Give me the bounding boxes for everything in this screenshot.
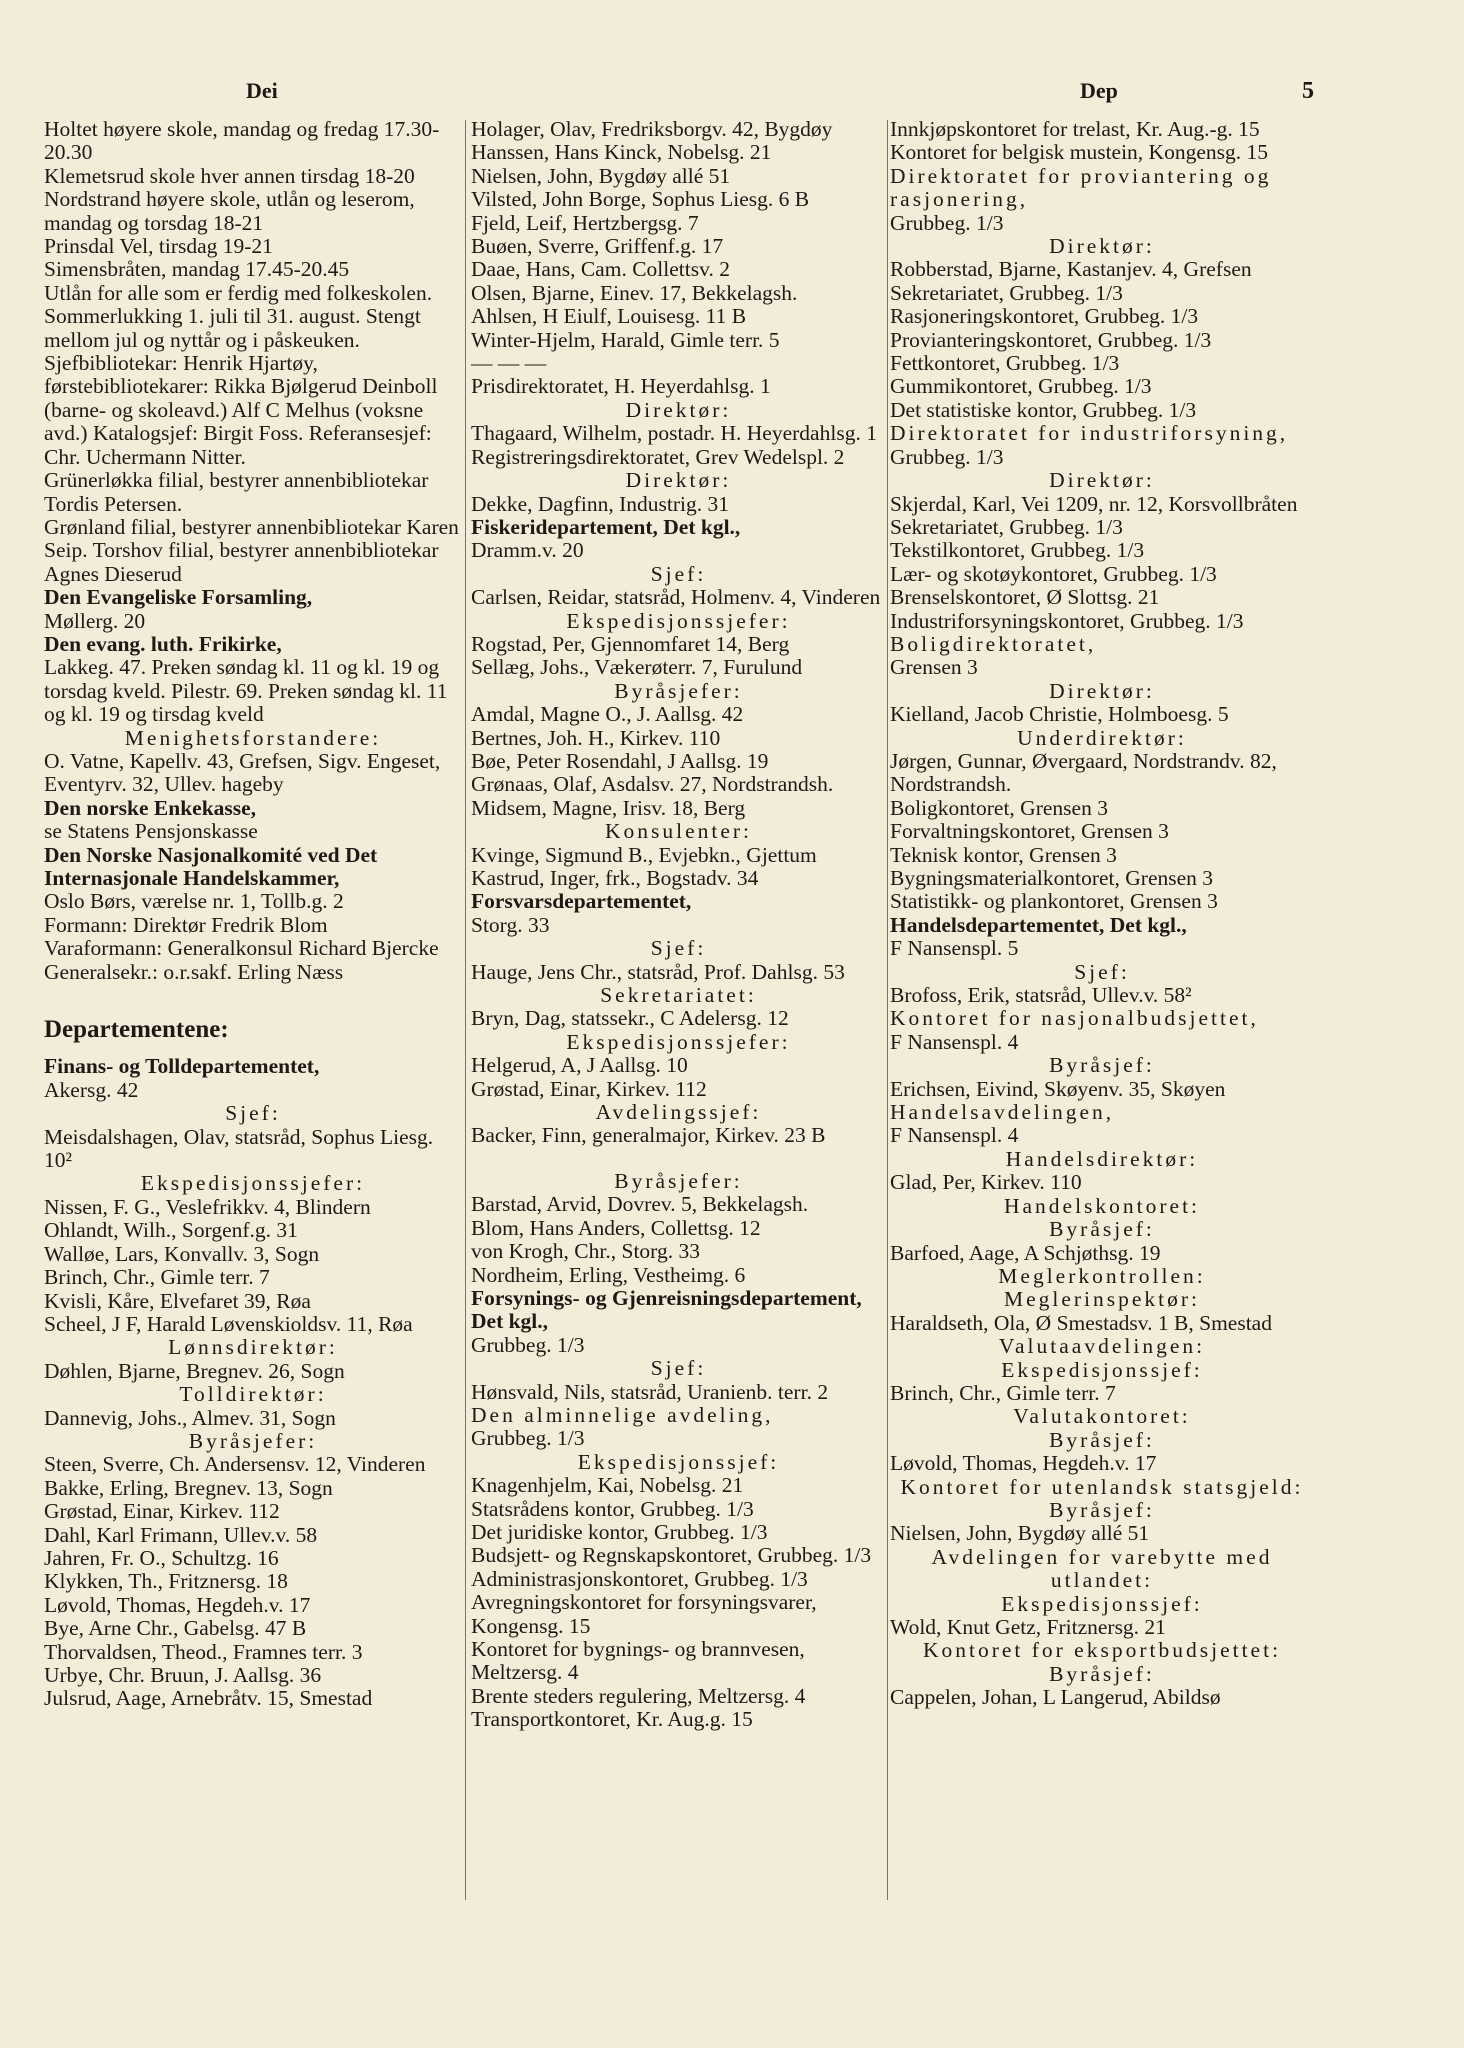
entry-line: Lakkeg. 47. Preken søndag kl. 11 og kl. 19 og torsdag kveld. Pilestr. 69. Preken søndag kl. 11 og kl. 19 og tirsdag kveld [44, 655, 448, 727]
entry-line: Administrasjonskontoret, Grubbeg. 1/3 [471, 1566, 808, 1591]
role-heading: Direktør: [1049, 234, 1155, 259]
entry-line: Industriforsyningskontoret, Grubbeg. 1/3 [890, 608, 1244, 633]
role-heading: Valutakontoret: [1013, 1404, 1191, 1429]
running-header-center: Dep [1080, 78, 1118, 103]
entry-line: Brenselskontoret, Ø Slottsg. 21 [890, 585, 1160, 610]
entry-line: Oslo Børs, værelse nr. 1, Tollb.g. 2 [44, 889, 344, 914]
entry-line: Nielsen, John, Bygdøy allé 51 [471, 163, 731, 188]
entry-line: Nordheim, Erling, Vestheimg. 6 [471, 1262, 746, 1287]
entry-line: Bye, Arne Chr., Gabelsg. 47 B [44, 1616, 307, 1641]
entry-line: Grünerløkka filial, bestyrer annenbibliotekar Tordis Petersen. [44, 468, 429, 516]
entry-line: Hanssen, Hans Kinck, Nobelsg. 21 [471, 140, 772, 165]
role-heading: Tolldirektør: [179, 1382, 327, 1407]
entry-line: Dekke, Dagfinn, Industrig. 31 [471, 491, 729, 516]
entry-line: Kontoret for belgisk mustein, Kongensg. 15 [890, 140, 1268, 165]
entry-line: Det statistiske kontor, Grubbeg. 1/3 [890, 397, 1197, 422]
entry-line: Ohlandt, Wilh., Sorgenf.g. 31 [44, 1218, 298, 1243]
entry-line: Vilsted, John Borge, Sophus Liesg. 6 B [471, 187, 810, 212]
entry-line: F Nansenspl. 4 [890, 1029, 1019, 1054]
role-heading: Sekretariatet: [600, 983, 757, 1008]
entry-line: Nielsen, John, Bygdøy allé 51 [890, 1521, 1150, 1546]
role-heading: Byråsjefer: [614, 1168, 743, 1193]
entry-line: Innkjøpskontoret for trelast, Kr. Aug.-g. 15 [890, 117, 1260, 141]
entry-line: Walløe, Lars, Konvallv. 3, Sogn [44, 1241, 320, 1266]
entry-line: Kontoret for nasjonalbudsjettet, [890, 1006, 1259, 1031]
entry-line: Sekretariatet, Grubbeg. 1/3 [890, 280, 1123, 305]
entry-line: Møllerg. 20 [44, 608, 146, 633]
role-heading: Byråsjef: [1049, 1497, 1155, 1522]
role-heading: Avdelingssjef: [595, 1100, 762, 1125]
text-column-2 [471, 118, 886, 1732]
entry-line: Rasjoneringskontoret, Grubbeg. 1/3 [890, 304, 1199, 329]
entry-title: Forsynings- og Gjenreisningsdepartement, Det kgl., [471, 1285, 862, 1334]
entry-line: Sjefbibliotekar: Henrik Hjartøy, førstebibliotekarer: Rikka Bjølgerud Deinboll (barne- og skoleavd.) Alf C Melhus (voksne avd.) Katalogsjef: Birgit Foss. Referansesjef: Chr. Uchermann Nitter. [44, 351, 438, 469]
entry-line: Backer, Finn, generalmajor, Kirkev. 23 B [471, 1123, 826, 1148]
role-heading: Kontoret for eksportbudsjettet: [922, 1638, 1282, 1663]
role-heading: Direktør: [1049, 468, 1155, 493]
entry-line: Meisdalshagen, Olav, statsråd, Sophus Liesg. 10² [44, 1124, 434, 1173]
role-heading: Menighetsforstandere: [124, 725, 382, 750]
entry-line: Teknisk kontor, Grensen 3 [890, 842, 1117, 867]
entry-line: Brinch, Chr., Gimle terr. 7 [44, 1265, 270, 1290]
entry-line: Olsen, Bjarne, Einev. 17, Bekkelagsh. [471, 280, 798, 305]
role-heading: Byråsjefer: [188, 1428, 318, 1453]
page-number: 5 [1302, 78, 1314, 104]
entry-line: Prinsdal Vel, tirsdag 19-21 [44, 234, 273, 259]
role-heading: Ekspedisjonssjefer: [566, 1029, 791, 1054]
role-heading: Ekspedisjonssjefer: [566, 608, 791, 633]
entry-line: Budsjett- og Regnskapskontoret, Grubbeg. 1/3 [471, 1543, 872, 1568]
entry-line: Bakke, Erling, Bregnev. 13, Sogn [44, 1475, 333, 1500]
entry-line: Barstad, Arvid, Dovrev. 5, Bekkelagsh. [471, 1192, 809, 1217]
entry-line: Grøstad, Einar, Kirkev. 112 [471, 1076, 707, 1101]
entry-line: Døhlen, Bjarne, Bregnev. 26, Sogn [44, 1358, 345, 1383]
entry-line: Erichsen, Eivind, Skøyenv. 35, Skøyen [890, 1076, 1226, 1101]
role-heading: Meglerinspektør: [1003, 1287, 1201, 1312]
role-heading: Valutaavdelingen: [998, 1334, 1206, 1359]
column-rule-2 [887, 120, 888, 1900]
entry-line: Brofoss, Erik, statsråd, Ullev.v. 58² [890, 983, 1192, 1008]
entry-line: Statistikk- og plankontoret, Grensen 3 [890, 889, 1218, 914]
entry-line: Handelsavdelingen, [890, 1100, 1115, 1125]
entry-line: Jahren, Fr. O., Schultzg. 16 [44, 1545, 279, 1570]
entry-line: Urbye, Chr. Bruun, J. Aallsg. 36 [44, 1663, 322, 1687]
entry-line: Grubbeg. 1/3 [890, 444, 1004, 469]
role-heading: Underdirektør: [1017, 725, 1187, 750]
entry-line: Dannevig, Johs., Almev. 31, Sogn [44, 1405, 336, 1430]
entry-line: Lær- og skotøykontoret, Grubbeg. 1/3 [890, 561, 1217, 586]
entry-line: Steen, Sverre, Ch. Andersensv. 12, Vinderen [44, 1452, 426, 1477]
entry-line: Dramm.v. 20 [471, 538, 584, 563]
role-heading: Direktør: [625, 397, 732, 422]
role-heading: Ekspedisjonssjef: [1001, 1357, 1203, 1382]
role-heading: Byråsjef: [1049, 1217, 1155, 1242]
entry-line: Kvisli, Kåre, Elvefaret 39, Røa [44, 1288, 311, 1313]
entry-line: Thorvaldsen, Theod., Framnes terr. 3 [44, 1639, 363, 1664]
entry-line: Knagenhjelm, Kai, Nobelsg. 21 [471, 1473, 744, 1498]
entry-line: Akersg. 42 [44, 1077, 139, 1102]
entry-line: Grøstad, Einar, Kirkev. 112 [44, 1499, 280, 1524]
entry-line: Boligdirektoratet, [890, 631, 1097, 656]
entry-line: Storg. 33 [471, 912, 550, 937]
role-heading: Ekspedisjonssjef: [577, 1449, 780, 1474]
entry-line: O. Vatne, Kapellv. 43, Grefsen, Sigv. Engeset, Eventyrv. 32, Ullev. hageby [44, 748, 441, 797]
entry-line: Løvold, Thomas, Hegdeh.v. 17 [890, 1451, 1157, 1476]
entry-line: Grubbeg. 1/3 [471, 1426, 585, 1451]
entry-line: Holager, Olav, Fredriksborgv. 42, Bygdøy [471, 117, 833, 141]
role-heading: Direktør: [625, 468, 732, 493]
entry-line: Bryn, Dag, statssekr., C Adelersg. 12 [471, 1006, 789, 1031]
entry-line: — — — [471, 351, 547, 376]
entry-line: Klemetsrud skole hver annen tirsdag 18-20 [44, 163, 415, 188]
entry-line: Daae, Hans, Cam. Collettsv. 2 [471, 257, 730, 282]
role-heading: Direktør: [1049, 678, 1155, 703]
entry-line: Carlsen, Reidar, statsråd, Holmenv. 4, Vinderen [471, 585, 881, 610]
role-heading: Handelsdirektør: [1005, 1146, 1199, 1171]
entry-line: Kielland, Jacob Christie, Holmboesg. 5 [890, 702, 1229, 727]
entry-line: Tekstilkontoret, Grubbeg. 1/3 [890, 538, 1145, 563]
entry-line: Nordstrand høyere skole, utlån og leserom, mandag og torsdag 18-21 [44, 187, 415, 235]
entry-title: Handelsdepartementet, Det kgl., [890, 912, 1187, 937]
entry-title: Den evang. luth. Frikirke, [44, 631, 282, 656]
entry-line: Amdal, Magne O., J. Aallsg. 42 [471, 702, 744, 727]
entry-line: Kastrud, Inger, frk., Bogstadv. 34 [471, 866, 759, 890]
entry-line: Barfoed, Aage, A Schjøthsg. 19 [890, 1240, 1161, 1265]
entry-line: Kontoret for bygnings- og brannvesen, Meltzersg. 4 [471, 1637, 805, 1685]
entry-line: Avregningskontoret for forsyningsvarer, Kongensg. 15 [471, 1590, 817, 1638]
entry-line: Registreringsdirektoratet, Grev Wedelspl. 2 [471, 444, 845, 469]
entry-line: Fjeld, Leif, Hertzbergsg. 7 [471, 210, 699, 235]
entry-line: Provianteringskontoret, Grubbeg. 1/3 [890, 327, 1212, 352]
entry-line: Hønsvald, Nils, statsråd, Uranienb. terr. 2 [471, 1379, 829, 1404]
entry-line: F Nansenspl. 5 [890, 936, 1019, 961]
entry-line: Blom, Hans Anders, Collettsg. 12 [471, 1215, 761, 1240]
entry-line: Gummikontoret, Grubbeg. 1/3 [890, 374, 1152, 399]
entry-line: Grønland filial, bestyrer annenbibliotekar Karen Seip. Torshov filial, bestyrer annenbibliotekar Agnes Dieserud [44, 514, 459, 586]
entry-line: Den alminnelige avdeling, [471, 1402, 774, 1427]
role-heading: Lønnsdirektør: [168, 1335, 338, 1360]
entry-line: Hauge, Jens Chr., statsråd, Prof. Dahlsg. 53 [471, 959, 845, 984]
role-heading: Byråsjefer: [614, 678, 743, 703]
entry-line: Brente steders regulering, Meltzersg. 4 [471, 1683, 806, 1708]
entry-line: Sellæg, Johs., Vækerøterr. 7, Furulund [471, 655, 803, 680]
entry-line: Skjerdal, Karl, Vei 1209, nr. 12, Korsvollbråten [890, 491, 1298, 516]
entry-line: Rogstad, Per, Gjennomfaret 14, Berg [471, 631, 790, 656]
entry-line: Kvinge, Sigmund B., Evjebkn., Gjettum [471, 842, 817, 867]
entry-line: von Krogh, Chr., Storg. 33 [471, 1239, 700, 1264]
entry-line: Robberstad, Bjarne, Kastanjev. 4, Grefsen [890, 257, 1252, 282]
entry-title: Fiskeridepartement, Det kgl., [471, 514, 741, 539]
entry-line: F Nansenspl. 4 [890, 1123, 1019, 1148]
entry-line: Boligkontoret, Grensen 3 [890, 795, 1108, 820]
role-heading: Byråsjef: [1049, 1427, 1155, 1452]
column-rule-1 [465, 120, 466, 1900]
role-heading: Kontoret for utenlandsk statsgjeld: [900, 1474, 1304, 1499]
entry-line: Formann: Direktør Fredrik Blom [44, 912, 328, 937]
role-heading: Meglerkontrollen: [998, 1263, 1206, 1288]
entry-title: Den Evangeliske Forsamling, [44, 585, 313, 610]
entry-line: Generalsekr.: o.r.sakf. Erling Næss [44, 959, 344, 984]
entry-line: Grensen 3 [890, 655, 978, 680]
role-heading: Byråsjef: [1049, 1053, 1155, 1078]
entry-line: Thagaard, Wilhelm, postadr. H. Heyerdahlsg. 1 [471, 421, 877, 446]
entry-line: Wold, Knut Getz, Fritznersg. 21 [890, 1615, 1166, 1639]
entry-line: Jørgen, Gunnar, Øvergaard, Nordstrandv. 82, Nordstrandsh. [890, 748, 1277, 797]
entry-line: Prisdirektoratet, H. Heyerdahlsg. 1 [471, 374, 771, 399]
entry-line: Bygningsmaterialkontoret, Grensen 3 [890, 866, 1214, 890]
entry-line: Nissen, F. G., Veslefrikkv. 4, Blindern [44, 1194, 371, 1219]
text-column-1 [44, 118, 462, 1711]
entry-line: Direktoratet for proviantering og rasjonering, [890, 163, 1272, 212]
role-heading: Byråsjef: [1049, 1661, 1155, 1686]
entry-line: Direktoratet for industriforsyning, [890, 421, 1289, 446]
entry-line: Statsrådens kontor, Grubbeg. 1/3 [471, 1496, 754, 1521]
entry-line: Holtet høyere skole, mandag og fredag 17.30-20.30 [44, 117, 440, 165]
role-heading: Sjef: [650, 936, 707, 961]
entry-line: Grubbeg. 1/3 [890, 210, 1004, 235]
entry-line: Scheel, J F, Harald Løvenskioldsv. 11, Røa [44, 1311, 413, 1336]
section-heading: Departementene: [44, 1016, 229, 1044]
entry-line: Bøe, Peter Rosendahl, J Aallsg. 19 [471, 748, 769, 773]
entry-line: Winter-Hjelm, Harald, Gimle terr. 5 [471, 327, 780, 352]
role-heading: Sjef: [650, 561, 707, 586]
entry-line: Ahlsen, H Eiulf, Louisesg. 11 B [471, 304, 747, 329]
entry-line: Forvaltningskontoret, Grensen 3 [890, 819, 1169, 844]
role-heading: Ekspedisjonssjefer: [140, 1171, 366, 1196]
role-heading: Konsulenter: [604, 819, 753, 844]
entry-line: Varaformann: Generalkonsul Richard Bjercke [44, 936, 439, 961]
entry-line: Midsem, Magne, Irisv. 18, Berg [471, 795, 746, 820]
role-heading: Sjef: [650, 1356, 707, 1381]
entry-line: Det juridiske kontor, Grubbeg. 1/3 [471, 1519, 768, 1544]
entry-line: Transportkontoret, Kr. Aug.g. 15 [471, 1707, 753, 1732]
role-heading: Sjef: [225, 1101, 281, 1126]
entry-line: Løvold, Thomas, Hegdeh.v. 17 [44, 1592, 311, 1617]
entry-line: Haraldseth, Ola, Ø Smestadsv. 1 B, Smestad [890, 1310, 1272, 1335]
role-heading: Handelskontoret: [1003, 1193, 1201, 1218]
entry-line: Helgerud, A, J Aallsg. 10 [471, 1053, 688, 1078]
entry-line: Simensbråten, mandag 17.45-20.45 [44, 257, 350, 282]
entry-title: Den norske Enkekasse, [44, 795, 257, 820]
running-header-left: Dei [246, 78, 278, 103]
entry-title: Den Norske Nasjonalkomité ved Det Internasjonale Handelskammer, [44, 842, 378, 890]
entry-line: Glad, Per, Kirkev. 110 [890, 1170, 1082, 1195]
entry-line: Sekretariatet, Grubbeg. 1/3 [890, 514, 1123, 539]
entry-title: Forsvarsdepartementet, [471, 889, 692, 914]
entry-line: Grubbeg. 1/3 [471, 1332, 585, 1357]
text-column-3 [890, 118, 1314, 1710]
entry-line: Fettkontoret, Grubbeg. 1/3 [890, 351, 1120, 376]
entry-line: Cappelen, Johan, L Langerud, Abildsø [890, 1685, 1221, 1710]
entry-title: Finans- og Tolldepartementet, [44, 1054, 320, 1079]
entry-line: Bertnes, Joh. H., Kirkev. 110 [471, 725, 721, 750]
entry-line: Klykken, Th., Fritznersg. 18 [44, 1569, 288, 1594]
entry-line: se Statens Pensjonskasse [44, 819, 258, 844]
entry-line: Julsrud, Aage, Arnebråtv. 15, Smestad [44, 1686, 373, 1711]
role-heading: Sjef: [1074, 959, 1130, 984]
entry-line: Buøen, Sverre, Griffenf.g. 17 [471, 234, 724, 259]
entry-line: Grønaas, Olaf, Asdalsv. 27, Nordstrandsh. [471, 772, 834, 797]
entry-line: Dahl, Karl Frimann, Ullev.v. 58 [44, 1522, 318, 1547]
role-heading: Avdelingen for varebytte med utlandet: [931, 1544, 1273, 1593]
role-heading: Ekspedisjonssjef: [1001, 1591, 1203, 1616]
entry-line: Brinch, Chr., Gimle terr. 7 [890, 1380, 1116, 1405]
entry-line: Utlån for alle som er ferdig med folkeskolen. Sommerlukking 1. juli til 31. august. Stengt mellom jul og nyttår og i påskeuken. [44, 280, 433, 352]
